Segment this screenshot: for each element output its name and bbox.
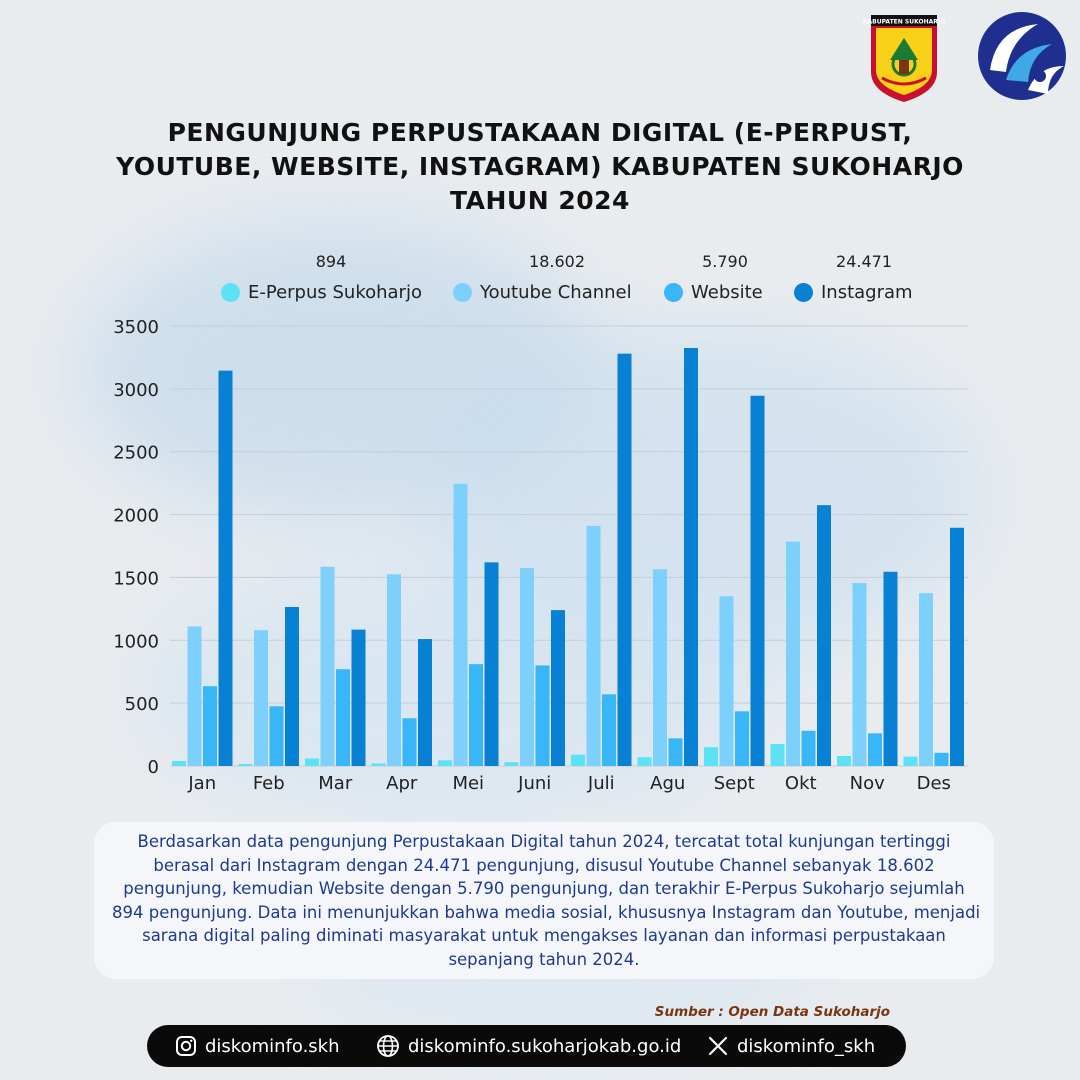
y-tick-label: 1000 [113,631,159,653]
x-tick-label: Sept [713,773,755,794]
bar-instagram-okt [817,505,831,766]
footer-x-text: diskominfo_skh [737,1035,876,1057]
bar-website-sept [735,711,749,766]
footer-bar [147,1025,906,1067]
y-tick-label: 0 [147,757,159,778]
bar-website-okt [802,731,816,766]
x-tick-label: Apr [386,773,418,794]
svg-text:KABUPATEN SUKOHARJO: KABUPATEN SUKOHARJO [862,18,946,26]
bar-instagram-des [950,528,964,766]
instagram-icon [175,1035,197,1057]
x-tick-label: Des [916,773,951,794]
bar-website-nov [868,733,882,766]
legend-label: Website [691,282,763,303]
legend-label: Instagram [821,282,913,303]
bar-e-perpus-sukoharjo-nov [837,756,851,766]
bar-e-perpus-sukoharjo-juni [505,762,519,766]
total-e-perpus: 894 [315,252,347,271]
bar-website-des [935,753,949,766]
bar-youtube-channel-apr [387,574,401,766]
bar-instagram-juni [551,610,565,766]
bar-e-perpus-sukoharjo-juli [571,755,585,766]
bar-website-juli [602,694,616,766]
globe-icon [376,1034,400,1058]
bar-e-perpus-sukoharjo-mar [305,758,319,766]
y-tick-label: 3500 [113,317,159,338]
legend-label: E-Perpus Sukoharjo [248,282,422,303]
bar-youtube-channel-agu [653,569,667,766]
bar-youtube-channel-juni [520,568,534,766]
bar-instagram-jan [219,371,233,766]
x-tick-label: Jan [188,773,217,794]
bar-youtube-channel-feb [254,630,268,766]
description-line: berasal dari Instagram dengan 24.471 pengunjung, disusul Youtube Channel sebanyak 18.602 [153,855,935,875]
x-tick-label: Mei [452,773,485,794]
bar-instagram-feb [285,607,299,766]
description-line: Berdasarkan data pengunjung Perpustakaan Digital tahun 2024, tercatat total kunjungan tertinggi [137,832,951,851]
x-tick-label: Feb [252,773,285,794]
description-line: 894 pengunjung. Data ini menunjukkan bahwa media sosial, khususnya Instagram dan Youtube, menjadi [112,902,981,922]
bar-website-mei [469,664,483,766]
footer-website-link[interactable] [376,1025,681,1067]
x-icon [707,1035,729,1057]
bar-e-perpus-sukoharjo-agu [638,757,652,766]
total-instagram: 24.471 [836,252,892,271]
footer-instagram-text: diskominfo.skh [205,1035,340,1057]
bar-youtube-channel-jan [188,626,202,766]
bar-youtube-channel-nov [853,583,867,766]
description-line: pengunjung, kemudian Website dengan 5.790 pengunjung, dan terakhir E-Perpus Sukoharjo sejumlah [123,879,965,898]
bar-youtube-channel-mei [454,484,468,766]
bar-instagram-juli [618,354,632,766]
bar-e-perpus-sukoharjo-jan [172,761,186,766]
bar-website-jan [203,686,217,766]
bar-youtube-channel-okt [786,542,800,766]
bar-website-agu [669,738,683,766]
bar-instagram-mei [485,562,499,766]
bar-instagram-sept [751,396,765,766]
x-tick-label: Mar [318,773,353,794]
y-tick-label: 3000 [113,379,159,401]
bar-instagram-apr [418,639,432,766]
x-tick-label: Agu [650,773,686,794]
bar-youtube-channel-juli [587,526,601,766]
bar-youtube-channel-sept [720,596,734,766]
source-label: Sumber : Open Data Sukoharjo [654,1004,890,1020]
footer-instagram-link[interactable] [175,1025,340,1067]
bar-e-perpus-sukoharjo-okt [771,744,785,766]
bar-instagram-nov [884,572,898,766]
bar-website-apr [403,718,417,766]
y-tick-label: 1500 [113,568,159,590]
y-tick-label: 2500 [113,442,159,464]
description-line: sepanjang tahun 2024. [448,949,640,969]
x-tick-label: Nov [849,773,885,794]
bar-youtube-channel-mar [321,567,335,766]
legend-label: Youtube Channel [480,282,632,303]
bar-instagram-agu [684,348,698,766]
y-tick-label: 2000 [113,505,159,527]
footer-x-link[interactable] [707,1025,875,1067]
bar-e-perpus-sukoharjo-mei [438,760,452,766]
total-youtube: 18.602 [529,252,585,271]
description-box [94,822,994,979]
bar-youtube-channel-des [919,593,933,766]
bar-e-perpus-sukoharjo-apr [372,763,386,766]
chart-title: PENGUNJUNG PERPUSTAKAAN DIGITAL (E-PERPUST, YOUTUBE, WEBSITE, INSTAGRAM) KABUPATEN SUKOHARJO TAHUN 2024 [116,118,964,215]
bar-instagram-mar [352,630,366,766]
x-tick-label: Juni [518,773,552,794]
total-website: 5.790 [702,252,748,271]
bar-website-feb [270,706,284,766]
x-tick-label: Juli [587,773,615,794]
footer-website-text: diskominfo.sukoharjokab.go.id [408,1035,682,1057]
bar-website-mar [336,669,350,766]
description-line: sarana digital paling diminati masyarakat untuk mengakses layanan dan informasi perpustakaan [142,926,946,945]
bar-e-perpus-sukoharjo-des [904,757,918,766]
x-tick-label: Okt [784,773,817,794]
y-tick-label: 500 [124,694,159,716]
bar-e-perpus-sukoharjo-feb [239,764,253,766]
bar-e-perpus-sukoharjo-sept [704,747,718,766]
bar-website-juni [536,665,550,766]
